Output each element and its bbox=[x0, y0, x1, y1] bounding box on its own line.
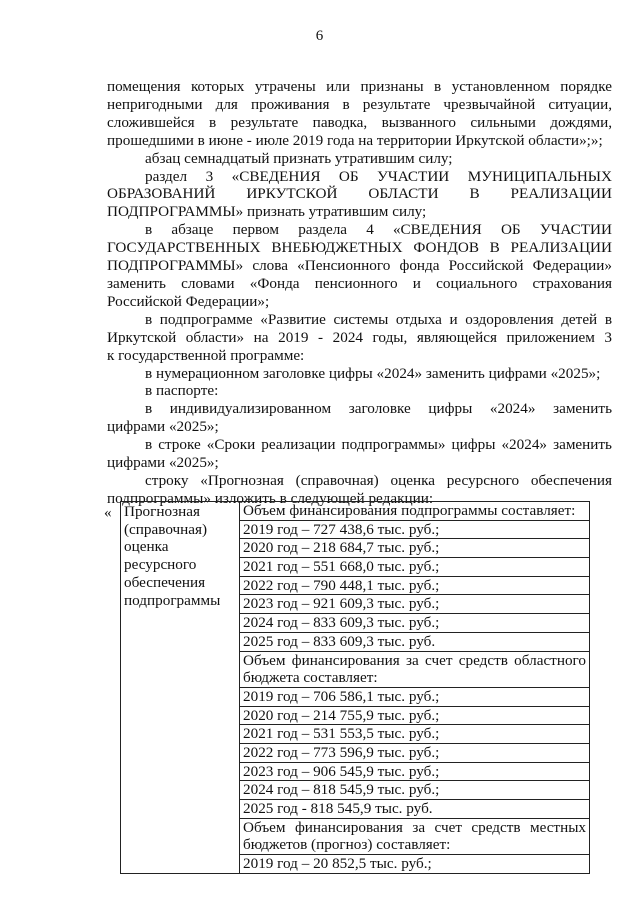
label-line: оценка bbox=[124, 538, 169, 556]
funding-year-row: 2025 год – 833 609,3 тыс. руб. bbox=[240, 632, 589, 651]
page-number: 6 bbox=[315, 28, 324, 44]
funding-year-row: 2019 год – 20 852,5 тыс. руб.; bbox=[240, 854, 589, 873]
label-line: подпрограммы bbox=[124, 591, 221, 609]
text-line: ПОДПРОГРАММЫ» признать утратившим силу; bbox=[107, 203, 427, 221]
text-line: прошедшими в июне - июле 2019 года на территории Иркутской области»;»; bbox=[107, 131, 603, 149]
label-line: Прогнозная bbox=[124, 503, 200, 520]
funding-year-row: 2023 год – 921 609,3 тыс. руб.; bbox=[240, 594, 589, 613]
text-line: к государственной программе: bbox=[107, 346, 305, 364]
paragraph bbox=[107, 311, 612, 365]
text-line: ПОДПРОГРАММЫ» слова «Пенсионного фонда Российской Федерации» bbox=[107, 257, 612, 275]
label-line: (справочная) bbox=[124, 520, 208, 538]
text-line: в подпрограмме «Развитие системы отдыха и оздоровления детей в bbox=[145, 310, 612, 328]
text-line: строку «Прогнозная (справочная) оценка ресурсного обеспечения bbox=[145, 471, 612, 489]
funding-year-row: 2020 год – 214 755,9 тыс. руб.; bbox=[240, 706, 589, 725]
text-line: цифрами «2025»; bbox=[107, 454, 219, 472]
funding-heading-line: Объем финансирования за счет средств местных bbox=[240, 818, 589, 837]
text-line: в нумерационном заголовке цифры «2024» заменить цифрами «2025»; bbox=[145, 364, 601, 382]
paragraph bbox=[107, 150, 612, 168]
funding-year-row: 2024 год – 833 609,3 тыс. руб.; bbox=[240, 613, 589, 632]
text-line: сложившейся в результате паводка, вызванного сильными дождями, bbox=[107, 113, 612, 131]
funding-year-row: 2022 год – 773 596,9 тыс. руб.; bbox=[240, 743, 589, 762]
resource-table bbox=[120, 501, 590, 874]
text-line: цифрами «2025»; bbox=[107, 418, 219, 436]
funding-year-row: 2022 год – 790 448,1 тыс. руб.; bbox=[240, 576, 589, 595]
funding-content bbox=[240, 502, 589, 873]
text-line: в индивидуализированном заголовке цифры «2024» заменить bbox=[145, 400, 612, 418]
paragraph bbox=[107, 365, 612, 383]
text-line: Иркутской области» на 2019 - 2024 годы, являющейся приложением 3 bbox=[107, 328, 612, 346]
paragraph bbox=[107, 78, 612, 150]
text-line: раздел 3 «СВЕДЕНИЯ ОБ УЧАСТИИ МУНИЦИПАЛЬНЫХ bbox=[145, 167, 612, 185]
funding-heading-line: Объем финансирования за счет средств областного bbox=[240, 651, 589, 670]
paragraph bbox=[107, 382, 612, 400]
label-line: ресурсного bbox=[124, 556, 197, 574]
paragraph bbox=[107, 168, 612, 222]
text-line: абзац семнадцатый признать утратившим силу; bbox=[145, 149, 453, 167]
funding-year-row: 2021 год – 551 668,0 тыс. руб.; bbox=[240, 557, 589, 576]
row-content-cell bbox=[240, 502, 590, 874]
text-line: ОБРАЗОВАНИЙ ИРКУТСКОЙ ОБЛАСТИ В РЕАЛИЗАЦИИ bbox=[107, 185, 612, 203]
opening-quote-mark: « bbox=[104, 504, 112, 521]
funding-heading-line: бюджетов (прогноз) составляет: bbox=[243, 836, 451, 854]
paragraph bbox=[107, 436, 612, 472]
row-label-cell bbox=[121, 502, 240, 874]
funding-year-row: 2020 год – 218 684,7 тыс. руб.; bbox=[240, 538, 589, 557]
text-line: заменить словами «Фонда пенсионного и социального страхования bbox=[107, 274, 612, 292]
table-row bbox=[121, 502, 590, 874]
text-line: непригодными для проживания в результате чрезвычайной ситуации, bbox=[107, 95, 612, 113]
text-line: в строке «Сроки реализации подпрограммы» цифры «2024» заменить bbox=[145, 436, 612, 454]
funding-year-row: 2024 год – 818 545,9 тыс. руб.; bbox=[240, 780, 589, 799]
paragraph bbox=[107, 221, 612, 311]
paragraph bbox=[107, 400, 612, 436]
text-line: помещения которых утрачены или признаны в установленном порядке bbox=[107, 78, 612, 95]
funding-year-row: 2019 год – 706 586,1 тыс. руб.; bbox=[240, 687, 589, 706]
funding-heading-line: бюджета составляет: bbox=[243, 669, 378, 687]
text-line: ГОСУДАРСТВЕННЫХ ВНЕБЮДЖЕТНЫХ ФОНДОВ В РЕАЛИЗАЦИИ bbox=[107, 239, 612, 257]
label-line: обеспечения bbox=[124, 573, 206, 591]
funding-year-row: 2021 год – 531 553,5 тыс. руб.; bbox=[240, 724, 589, 743]
funding-year-row: 2019 год – 727 438,6 тыс. руб.; bbox=[240, 520, 589, 539]
funding-year-row: 2023 год – 906 545,9 тыс. руб.; bbox=[240, 762, 589, 781]
text-line: Российской Федерации»; bbox=[107, 292, 270, 310]
document-body bbox=[107, 78, 612, 508]
funding-year-row: 2025 год - 818 545,9 тыс. руб. bbox=[240, 799, 589, 818]
text-line: в паспорте: bbox=[145, 382, 219, 400]
text-line: в абзаце первом раздела 4 «СВЕДЕНИЯ ОБ УЧАСТИИ bbox=[145, 221, 612, 239]
text-line: подпрограммы» изложить в следующей редакции: bbox=[107, 489, 434, 507]
funding-heading-line: Объем финансирования подпрограммы составляет: bbox=[243, 502, 576, 519]
